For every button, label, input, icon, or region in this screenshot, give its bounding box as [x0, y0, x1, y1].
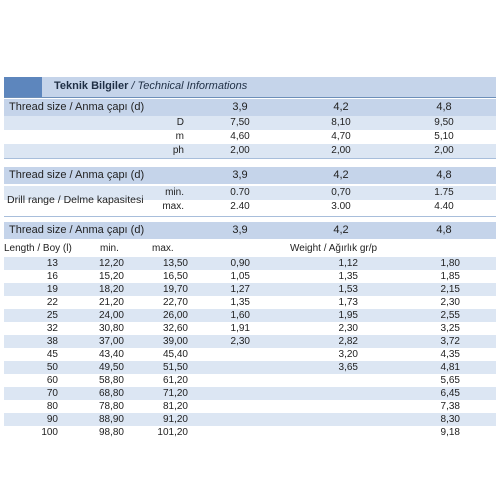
cell: 68,80 [98, 388, 124, 399]
cell: 8,10 [331, 117, 351, 128]
table-header-row [4, 167, 496, 184]
cell: 3,72 [440, 336, 460, 347]
cell: 2,55 [440, 310, 460, 321]
cell: 39,00 [162, 336, 188, 347]
cell: 13,50 [162, 258, 188, 269]
length-label: Length / Boy (l) [4, 243, 72, 254]
cell: 26,00 [162, 310, 188, 321]
cell: 8,30 [440, 414, 460, 425]
cell: 6,45 [440, 388, 460, 399]
size-3-9: 3,9 [232, 169, 248, 181]
table-row [4, 348, 496, 361]
section-title [54, 80, 247, 92]
cell: 45,40 [162, 349, 188, 360]
cell: 50 [46, 362, 58, 373]
cell: 1,05 [230, 271, 250, 282]
cell: 24,00 [98, 310, 124, 321]
cell: 22 [46, 297, 58, 308]
cell: 25 [46, 310, 58, 321]
cell: 101,20 [157, 427, 188, 438]
cell: 70 [46, 388, 58, 399]
cell: 16,50 [162, 271, 188, 282]
table-row [4, 426, 496, 439]
max-label: max. [162, 201, 184, 212]
cell: 1,95 [338, 310, 358, 321]
cell: 0,70 [331, 187, 351, 198]
row-label-ph: ph [172, 145, 184, 156]
thread-size-label: Thread size / Anma çapı (d) [9, 169, 145, 181]
cell: 4,70 [331, 131, 351, 142]
cell: 1,60 [230, 310, 250, 321]
table-row [4, 413, 496, 426]
cell: 80 [46, 401, 58, 412]
size-4-8: 4,8 [436, 169, 452, 181]
cell: 4,60 [230, 131, 250, 142]
cell: 1,27 [230, 284, 250, 295]
title-english: Technical Informations [137, 80, 248, 92]
title-turkish: Teknik Bilgiler [54, 80, 129, 92]
cell: 0.70 [230, 187, 250, 198]
cell: 13 [46, 258, 58, 269]
drill-range-label: Drill range / Delme kapasitesi [7, 194, 144, 206]
table-row [4, 116, 496, 130]
cell: 21,20 [98, 297, 124, 308]
cell: 37,00 [98, 336, 124, 347]
max-label: max. [152, 243, 174, 254]
table-header-row [4, 222, 496, 239]
cell: 7,50 [230, 117, 250, 128]
size-4-8: 4,8 [436, 101, 452, 113]
cell: 71,20 [162, 388, 188, 399]
cell: 61,20 [162, 375, 188, 386]
cell: 3,65 [338, 362, 358, 373]
cell: 4,35 [440, 349, 460, 360]
cell: 78,80 [98, 401, 124, 412]
cell: 3.00 [331, 201, 351, 212]
size-3-9: 3,9 [232, 101, 248, 113]
cell: 1,35 [230, 297, 250, 308]
cell: 5,10 [434, 131, 454, 142]
cell: 2,00 [230, 145, 250, 156]
cell: 2,00 [331, 145, 351, 156]
section-header [4, 77, 496, 98]
cell: 16 [46, 271, 58, 282]
cell: 88,90 [98, 414, 124, 425]
size-4-2: 4,2 [333, 169, 349, 181]
cell: 81,20 [162, 401, 188, 412]
size-4-2: 4,2 [333, 224, 349, 236]
cell: 19,70 [162, 284, 188, 295]
cell: 38 [46, 336, 58, 347]
cell: 49,50 [98, 362, 124, 373]
header-accent-block [4, 77, 42, 97]
cell: 58,80 [98, 375, 124, 386]
cell: 1,53 [338, 284, 358, 295]
cell: 15,20 [98, 271, 124, 282]
cell: 1,85 [440, 271, 460, 282]
cell: 0,90 [230, 258, 250, 269]
row-label-m: m [175, 131, 184, 142]
cell: 2,00 [434, 145, 454, 156]
cell: 4.40 [434, 201, 454, 212]
cell: 12,20 [98, 258, 124, 269]
cell: 2,82 [338, 336, 358, 347]
cell: 2,15 [440, 284, 460, 295]
cell: 2,30 [230, 336, 250, 347]
cell: 1,73 [338, 297, 358, 308]
weight-label: Weight / Ağırlık gr/p [290, 243, 378, 254]
cell: 19 [46, 284, 58, 295]
cell: 43,40 [98, 349, 124, 360]
cell: 100 [41, 427, 58, 438]
cell: 1.75 [434, 187, 454, 198]
cell: 32,60 [162, 323, 188, 334]
thread-size-label: Thread size / Anma çapı (d) [9, 101, 145, 113]
cell: 18,20 [98, 284, 124, 295]
cell: 3,20 [338, 349, 358, 360]
table-row [4, 257, 496, 270]
cell: 5,65 [440, 375, 460, 386]
cell: 2,30 [338, 323, 358, 334]
table-row [4, 309, 496, 322]
table-row [4, 270, 496, 283]
table-row [4, 283, 496, 296]
cell: 30,80 [98, 323, 124, 334]
size-4-2: 4,2 [333, 101, 349, 113]
min-label: min. [100, 243, 119, 254]
drill-range-table [4, 167, 496, 214]
cell: 4,81 [440, 362, 460, 373]
table-row [4, 400, 496, 413]
table-row [4, 130, 496, 144]
table-row [4, 387, 496, 400]
table-row [4, 374, 496, 387]
table-row [4, 361, 496, 374]
cell: 2.40 [230, 201, 250, 212]
cell: 60 [46, 375, 58, 386]
cell: 1,91 [230, 323, 250, 334]
cell: 1,12 [338, 258, 358, 269]
thread-size-label: Thread size / Anma çapı (d) [9, 224, 145, 236]
cell: 1,35 [338, 271, 358, 282]
cell: 32 [46, 323, 58, 334]
cell: 2,30 [440, 297, 460, 308]
divider [4, 216, 496, 217]
size-4-8: 4,8 [436, 224, 452, 236]
cell: 90 [46, 414, 58, 425]
divider [4, 158, 496, 159]
cell: 51,50 [162, 362, 188, 373]
cell: 1,80 [440, 258, 460, 269]
table-row [4, 322, 496, 335]
column-header-row [4, 240, 496, 257]
cell: 22,70 [162, 297, 188, 308]
cell: 98,80 [98, 427, 124, 438]
table-row [4, 296, 496, 309]
table-header-row [4, 99, 496, 116]
cell: 9,50 [434, 117, 454, 128]
title-separator: / [128, 80, 138, 92]
cell: 45 [46, 349, 58, 360]
cell: 9,18 [440, 427, 460, 438]
table-row [4, 144, 496, 158]
row-label-D: D [176, 117, 184, 128]
dimensions-table [4, 99, 496, 158]
drill-range-rows [4, 186, 496, 214]
cell: 7,38 [440, 401, 460, 412]
cell: 3,25 [440, 323, 460, 334]
cell: 91,20 [162, 414, 188, 425]
table-row [4, 335, 496, 348]
min-label: min. [165, 187, 184, 198]
size-3-9: 3,9 [232, 224, 248, 236]
length-weight-rows [4, 257, 496, 439]
length-weight-table [4, 222, 496, 439]
